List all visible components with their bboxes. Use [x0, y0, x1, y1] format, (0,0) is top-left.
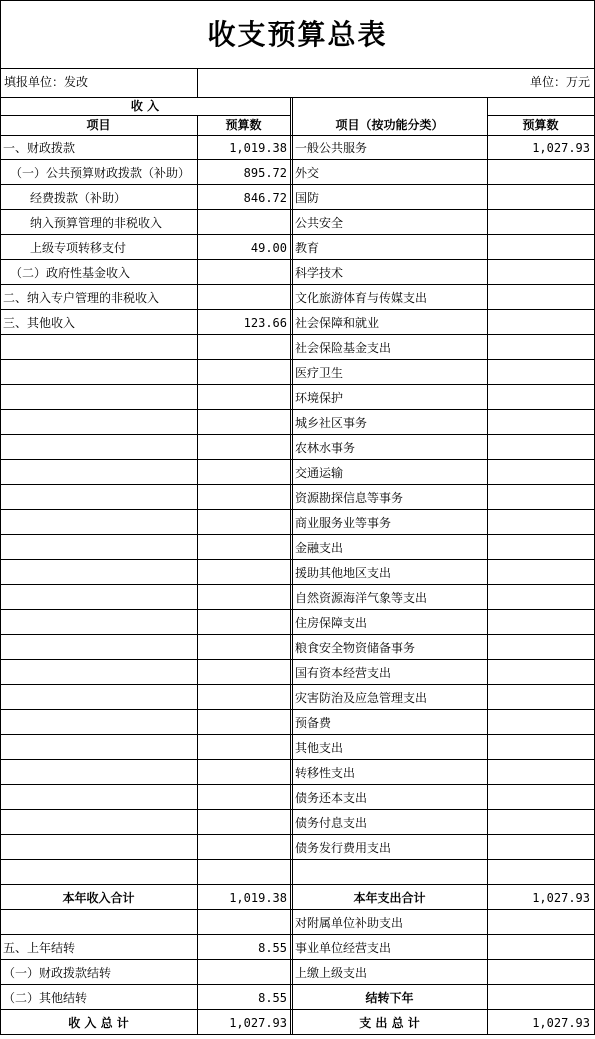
expense-item: 支 出 总 计 — [359, 1016, 420, 1030]
expense-item: 住房保障支出 — [295, 616, 368, 630]
column-header-budget-2: 预算数 — [522, 118, 559, 132]
expense-item: 自然资源海洋气象等支出 — [295, 591, 428, 605]
row-divider — [0, 634, 595, 635]
income-item: 上级专项转移支付 — [30, 241, 127, 255]
income-item: 收 入 总 计 — [68, 1016, 129, 1030]
expense-item: 债务付息支出 — [295, 816, 368, 830]
column-header-item: 项目 — [86, 118, 111, 132]
row-divider — [0, 534, 595, 535]
col-divider-4 — [487, 97, 488, 1035]
expense-item: 社会保险基金支出 — [295, 341, 392, 355]
expense-item: 对附属单位补助支出 — [295, 916, 404, 930]
income-header: 收 入 — [130, 99, 160, 113]
income-value: 895.72 — [243, 166, 287, 180]
row-divider — [0, 859, 595, 860]
expense-item: 一般公共服务 — [295, 141, 368, 155]
income-value: 846.72 — [243, 191, 287, 205]
income-item: （一）公共预算财政拨款（补助） — [10, 166, 191, 180]
income-item: 一、财政拨款 — [3, 141, 76, 155]
row-divider — [0, 159, 595, 160]
row-divider — [0, 259, 595, 260]
income-item: 纳入预算管理的非税收入 — [30, 216, 163, 230]
row-divider — [0, 1009, 595, 1010]
expense-item: 资源勘探信息等事务 — [295, 491, 404, 505]
row-divider — [0, 309, 595, 310]
unit-row-divider — [197, 68, 198, 97]
income-value: 1,019.38 — [229, 141, 287, 155]
row-divider — [0, 684, 595, 685]
page-title: 收支预算总表 — [207, 18, 388, 51]
expense-item: 上缴上级支出 — [295, 966, 368, 980]
expense-item: 预备费 — [295, 716, 332, 730]
expense-item: 农林水事务 — [295, 441, 356, 455]
expense-value: 1,027.93 — [532, 891, 590, 905]
income-item: 三、其他收入 — [3, 316, 76, 330]
income-item: （二）其他结转 — [3, 991, 88, 1005]
column-header-budget: 预算数 — [225, 118, 262, 132]
row-divider — [0, 984, 595, 985]
title-divider — [0, 68, 595, 69]
expense-item: 国防 — [295, 191, 320, 205]
row-divider — [0, 709, 595, 710]
row-divider — [0, 809, 595, 810]
col-divider-1 — [197, 115, 198, 1035]
unit-divider — [0, 97, 595, 98]
row-divider — [0, 384, 595, 385]
col-divider-2 — [290, 97, 291, 1035]
income-value: 1,019.38 — [229, 891, 287, 905]
expense-item: 事业单位经营支出 — [295, 941, 392, 955]
row-divider — [0, 884, 595, 885]
unit-label: 单位：万元 — [529, 75, 590, 89]
expense-item: 粮食安全物资储备事务 — [295, 641, 416, 655]
row-divider — [0, 959, 595, 960]
row-divider — [0, 734, 595, 735]
income-value: 1,027.93 — [229, 1016, 287, 1030]
frame-top — [0, 0, 595, 1]
expense-item: 科学技术 — [295, 266, 344, 280]
expense-item: 其他支出 — [295, 741, 344, 755]
row-divider — [0, 509, 595, 510]
expense-item: 交通运输 — [295, 466, 344, 480]
expense-item: 环境保护 — [295, 391, 344, 405]
expense-item: 教育 — [295, 241, 320, 255]
expense-item: 本年支出合计 — [353, 891, 426, 905]
budget-header-divider — [487, 115, 594, 116]
frame-left — [0, 0, 1, 1035]
expense-item: 公共安全 — [295, 216, 344, 230]
expense-item: 城乡社区事务 — [295, 416, 368, 430]
income-value: 49.00 — [250, 241, 287, 255]
income-item: 五、上年结转 — [3, 941, 76, 955]
income-item: （二）政府性基金收入 — [10, 266, 131, 280]
income-item: 二、纳入专户管理的非税收入 — [3, 291, 160, 305]
expense-item: 国有资本经营支出 — [295, 666, 392, 680]
income-item: 本年收入合计 — [62, 891, 135, 905]
row-divider — [0, 184, 595, 185]
expense-item: 债务还本支出 — [295, 791, 368, 805]
expense-item: 医疗卫生 — [295, 366, 344, 380]
column-header-divider — [0, 135, 595, 136]
row-divider — [0, 909, 595, 910]
expense-item: 结转下年 — [365, 991, 414, 1005]
row-divider — [0, 584, 595, 585]
expense-item: 商业服务业等事务 — [295, 516, 392, 530]
expense-item: 援助其他地区支出 — [295, 566, 392, 580]
row-divider — [0, 459, 595, 460]
row-divider — [0, 834, 595, 835]
row-divider — [0, 359, 595, 360]
row-divider — [0, 784, 595, 785]
row-divider — [0, 934, 595, 935]
income-value: 123.66 — [243, 316, 287, 330]
row-divider — [0, 434, 595, 435]
expense-item: 灾害防治及应急管理支出 — [295, 691, 428, 705]
income-header-divider — [0, 115, 290, 116]
expense-item: 文化旅游体育与传媒支出 — [295, 291, 428, 305]
row-divider — [0, 659, 595, 660]
row-divider — [0, 234, 595, 235]
expense-item: 金融支出 — [295, 541, 344, 555]
row-divider — [0, 559, 595, 560]
row-divider — [0, 284, 595, 285]
column-header-item-by-function: 项目（按功能分类） — [335, 118, 444, 132]
expense-item: 转移性支出 — [295, 766, 356, 780]
filler-unit-label: 填报单位：发改 — [4, 75, 89, 89]
income-item: 经费拨款（补助） — [30, 191, 127, 205]
row-divider — [0, 484, 595, 485]
row-divider — [0, 1034, 595, 1035]
income-item: （一）财政拨款结转 — [3, 966, 112, 980]
row-divider — [0, 759, 595, 760]
income-value: 8.55 — [258, 941, 287, 955]
expense-value: 1,027.93 — [532, 141, 590, 155]
row-divider — [0, 609, 595, 610]
income-value: 8.55 — [258, 991, 287, 1005]
expense-item: 社会保障和就业 — [295, 316, 380, 330]
row-divider — [0, 409, 595, 410]
row-divider — [0, 209, 595, 210]
expense-item: 外交 — [295, 166, 320, 180]
row-divider — [0, 334, 595, 335]
expense-item: 债务发行费用支出 — [295, 841, 392, 855]
expense-value: 1,027.93 — [532, 1016, 590, 1030]
